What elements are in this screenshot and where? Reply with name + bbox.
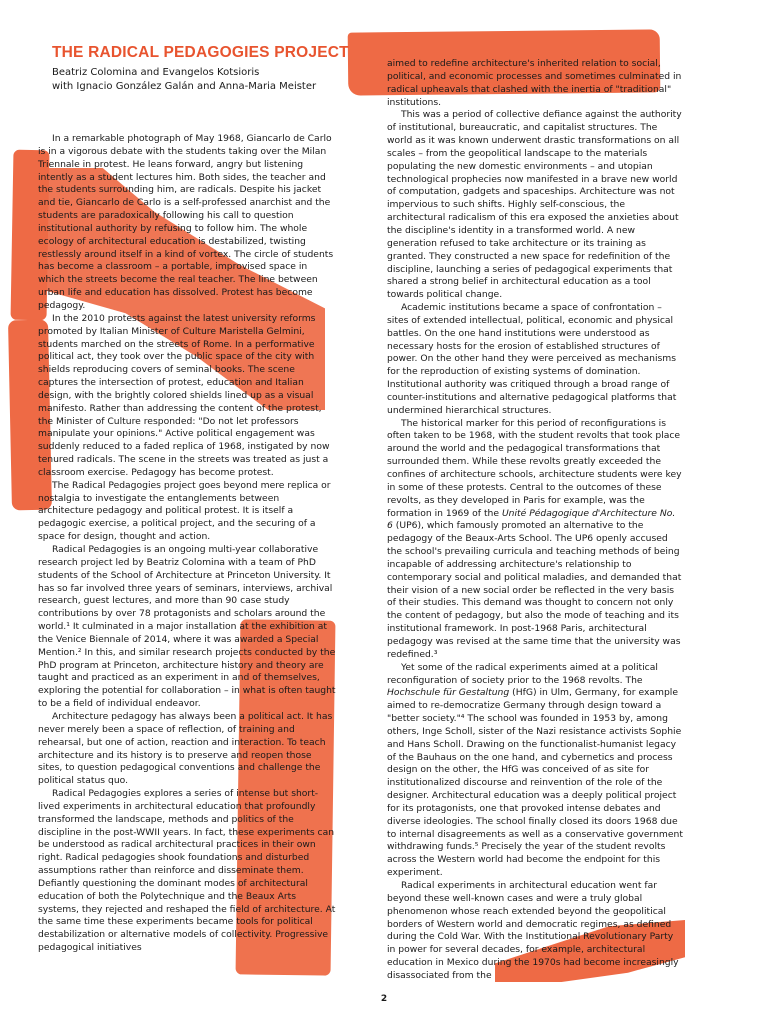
paragraph: [387, 418, 683, 662]
italic-title: Unité Pédagogique d'Architecture No. 6: [387, 507, 676, 532]
paragraph: In a remarkable photograph of May 1968, Giancarlo de Carlo is in a vigorous debate with the students taking over the Milan Triennale in protest. He leans forward, angry but listening intently as a student lectures him. Both sides, the teacher and the students surrounding him, are radicals. Despite his jacket and tie, Giancarlo de Carlo is a self-professed anarchist and the students are paradoxically following his call to question institutional authority by refusing to follow him. The whole ecology of architectural education is destabilized, twisting restlessly around itself in a kind of vortex. The circle of students has become a classroom – a portable, improvised space in which the streets become the real teacher. The line between urban life and education has dissolved. Protest has become pedagogy.: [38, 133, 334, 311]
paragraph-continuation: aimed to redefine architecture's inherited relation to social, political, and economic processes and sometimes culminated in radical upheavals that clashed with the inertia of "traditional" institutions.: [387, 58, 682, 108]
paragraph: Radical Pedagogies is an ongoing multi-year collaborative research project led by Beatriz Colomina with a team of PhD students of the School of Architecture at Princeton University. It has so far involved three years of seminars, interviews, archival research, guest lectures, and more than 90 case study contributions by over 78 protagonists and scholars around the world.¹ It culminated in a major installation at the exhibition at the Venice Biennale of 2014, where it was awarded a Special Mention.² In this, and similar research projects conducted by the PhD program at Princeton, architecture history and theory are taught and practiced as an experiment in and of themselves, exploring the potential for collaboration – in what is often taught to be a field of individual endeavor.: [38, 544, 336, 710]
paragraph: Architecture pedagogy has always been a political act. It has never merely been a space of reflection, of training and rehearsal, but one of action, reaction and interaction. To teach architecture and its history is to preserve and reopen those sites, to question pedagogical conventions and challenge the political status quo.: [38, 710, 333, 787]
page-number: 2: [380, 994, 388, 1004]
paragraph: [387, 662, 683, 880]
article-header: [52, 44, 349, 94]
article-title: THE RADICAL PEDAGOGIES PROJECT: [52, 44, 349, 61]
right-column: [387, 58, 683, 983]
paragraph: Radical experiments in architectural education went far beyond these well-known cases and were a truly global phenomenon whose reach extended beyond the geopolitical borders of Western world and democratic regimes, as defined during the Cold War. With the Institutional Revolutionary Party in power for several decades, for example, architectural education in Mexico during the 1970s had become increasingly disassociated from the: [387, 880, 679, 981]
text-span: Yet some of the radical experiments aimed at a political reconfiguration of society prior to the 1968 revolts. The: [387, 661, 658, 686]
paragraph: In the 2010 protests against the latest university reforms promoted by Italian Minister of Culture Maristella Gelmini, students marched on the streets of Rome. In a performative political act, they took over the public space of the city with shields reproducing covers of seminal books. The scene captures the intersection of protest, education and Italian design, with the brightly colored shields lined up as a visual manifesto. Rather than addressing the content of the protest, the Minister of Culture responded: "Do not let professors manipulate your opinions." Active political engagement was suddenly reduced to a faded replica of 1968, instigated by now tenured radicals. The scene in the streets was treated as just a classroom exercise. Pedagogy has become protest.: [38, 312, 330, 478]
text-span: (HfG) in Ulm, Germany, for example aimed to re-democratize Germany through design toward a "better society."⁴ The school was founded in 1953 by, among others, Inge Scholl, sister of the Nazi resistance activists Sophie and Hans Scholl. Drawing on the functionalist-humanist legacy of the Bauhaus on the one hand, and cybernetics and process design on the other, the HfG was conceived of as site for institutionalized discourse and reinvention of the role of the designer. Architectural education was a deeply political project for its protagonists, one that provoked intense debates and diverse ideologies. The school finally closed its doors 1968 due to internal disagreements as well as a conservative government withdrawing funds.⁵ Precisely the year of the student revolts across the Western world had become the endpoint for this experiment.: [387, 687, 683, 879]
italic-title: Hochschule für Gestaltung: [387, 687, 510, 699]
text-span: (UP6), which famously promoted an alternative to the pedagogy of the Beaux-Arts School. The UP6 openly accused the school's prevailing curricula and teaching methods of being incapable of addressing architecture's relationship to contemporary social and political maladies, and demanded that their vision of a new social order be reflected in the very basis of their studies. This demand was thought to concern not only the content of pedagogy, but also the mode of teaching and its institutional framework. In post-1968 Paris, architectural pedagogy was revised at the same time that the university was redefined.³: [387, 520, 682, 660]
left-column: [38, 133, 336, 955]
paragraph: Academic institutions became a space of confrontation – sites of extended intellectual, political, economic and physical battles. On the one hand institutions were understood as necessary hosts for the erosion of established structures of power. On the other hand they were perceived as mechanisms for the reproduction of existing systems of domination. Institutional authority was critiqued through a broad range of counter-institutions and alternative pedagogical platforms that undermined hierarchical structures.: [387, 302, 677, 416]
text-span: The historical marker for this period of reconfigurations is often taken to be 1968, with the student revolts that took place around the world and the pedagogical transformations that surrounded them. While these revolts greatly exceeded the confines of architecture schools, architecture students were key in some of these protests. Central to the outcomes of these revolts, as they developed in Paris for example, was the formation in 1969 of the: [387, 417, 682, 519]
author-line: Beatriz Colomina and Evangelos Kotsioris: [52, 67, 260, 78]
contributors-line: with Ignacio González Galán and Anna-Maria Meister: [52, 81, 317, 92]
paragraph: Radical Pedagogies explores a series of intense but short-lived experiments in architectural education that profoundly transformed the landscape, methods and politics of the discipline in the post-WWII years. In fact, these experiments can be understood as radical architectural practices in their own right. Radical pedagogies shook foundations and disturbed assumptions rather than reinforce and disseminate them. Defiantly questioning the dominant modes of architectural education of both the Polytechnique and the Beaux Arts systems, they rejected and reshaped the field of architecture. At the same time these experiments became tools for political destabilization or alternative models of collectivity. Progressive pedagogical initiatives: [38, 788, 336, 954]
paragraph: This was a period of collective defiance against the authority of institutional, bureaucratic, and capitalist structures. The world as it was known underwent drastic transformations on all scales – from the geopolitical landscape to the materials populating the new domestic environments – and utopian technological prophecies now manifested in a brave new world of computation, gadgets and spaceships. Architecture was not impervious to such shifts. Highly self-conscious, the architectural radicalism of this era exposed the anxieties about the discipline's identity in a transformed world. A new generation refused to take architecture or its training as granted. They constructed a new space for redefinition of the discipline, launching a series of pedagogical experiments that shared a strong belief in architectural education as a tool towards political change.: [387, 109, 682, 301]
paragraph: The Radical Pedagogies project goes beyond mere replica or nostalgia to investigate the entanglements between architecture pedagogy and political protest. It is itself a pedagogic exercise, a political project, and the securing of a space for design, thought and action.: [38, 479, 331, 543]
